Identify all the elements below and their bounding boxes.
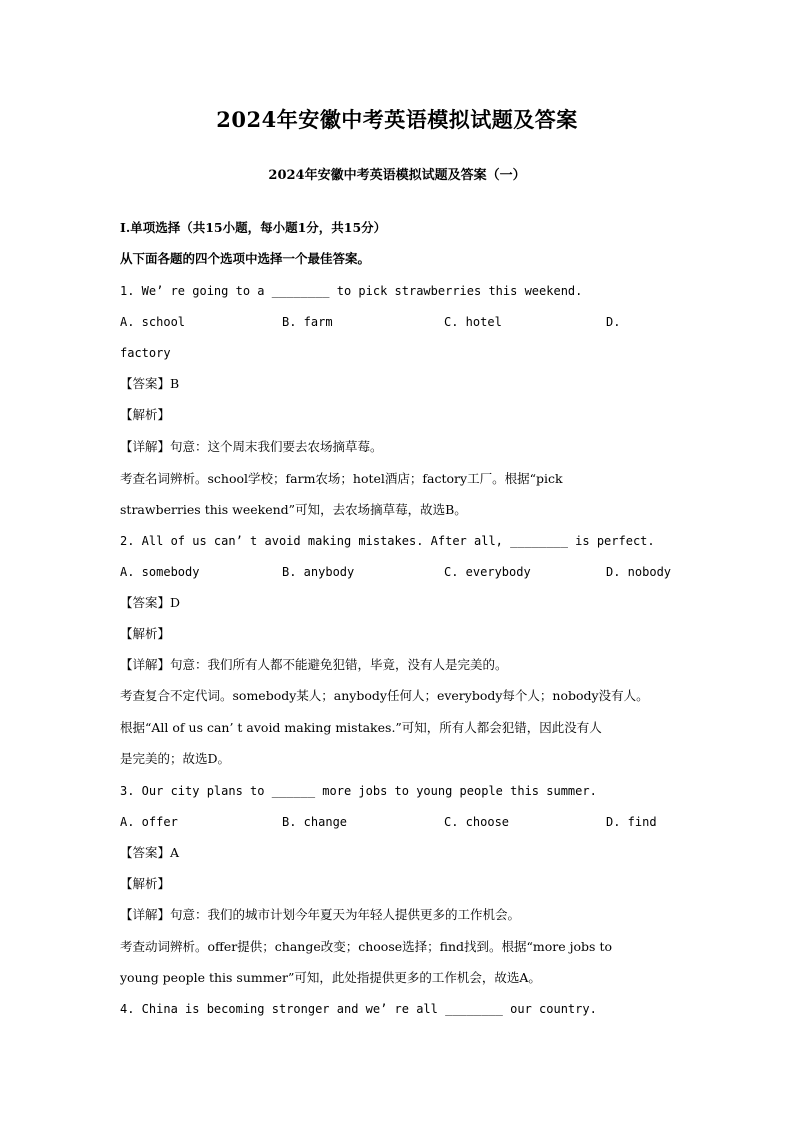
explanation-line: young people this summer”可知，此处指提供更多的工作机会，故选A。 xyxy=(120,970,541,985)
section-heading: I.单项选择（共15小题，每小题1分，共15分） xyxy=(120,220,387,235)
option-b: B. anybody xyxy=(282,565,355,579)
detail-text: 【详解】句意：我们所有人都不能避免犯错，毕竟，没有人是完美的。 xyxy=(120,657,508,672)
option-c: C. choose xyxy=(444,815,510,829)
question-stem: 3. Our city plans to ______ more jobs to young people this summer. xyxy=(120,784,597,798)
explanation-line: 是完美的；故选D。 xyxy=(120,751,231,766)
option-c: C. everybody xyxy=(444,565,531,579)
answer-label: 【答案】A xyxy=(120,845,180,860)
option-a: A. school xyxy=(120,315,186,329)
document-title: 2024年安徽中考英语模拟试题及答案 xyxy=(216,107,578,132)
question-stem: 2. All of us can’ t avoid making mistakes. After all, ________ is perfect. xyxy=(120,534,655,548)
option-d: D. xyxy=(606,315,621,329)
detail-text: 【详解】句意：这个周末我们要去农场摘草莓。 xyxy=(120,439,383,454)
answer-label: 【答案】D xyxy=(120,595,181,610)
option-b: B. farm xyxy=(282,315,333,329)
explanation-line: 考查动词辨析。offer提供；change改变；choose选择；find找到。根据“more jobs to xyxy=(120,939,612,954)
explanation-line: strawberries this weekend”可知，去农场摘草莓，故选B。 xyxy=(120,502,467,517)
explanation-line: 考查复合不定代词。somebody某人；anybody任何人；everybody每个人；nobody没有人。 xyxy=(120,688,649,703)
analysis-label: 【解析】 xyxy=(120,626,171,641)
option-c: C. hotel xyxy=(444,315,502,329)
question-stem: 1. We’ re going to a ________ to pick strawberries this weekend. xyxy=(120,284,583,298)
option-d: D. find xyxy=(606,815,657,829)
explanation-line: 根据“All of us can’ t avoid making mistakes.”可知，所有人都会犯错，因此没有人 xyxy=(120,720,602,735)
option-d: D. nobody xyxy=(606,565,672,579)
analysis-label: 【解析】 xyxy=(120,407,171,422)
option-a: A. somebody xyxy=(120,565,200,579)
analysis-label: 【解析】 xyxy=(120,876,171,891)
explanation-line: 考查名词辨析。school学校；farm农场；hotel酒店；factory工厂。根据“pick xyxy=(120,471,563,486)
answer-label: 【答案】B xyxy=(120,376,180,391)
option-a: A. offer xyxy=(120,815,178,829)
question-stem: 4. China is becoming stronger and we’ re all ________ our country. xyxy=(120,1002,597,1016)
detail-text: 【详解】句意：我们的城市计划今年夏天为年轻人提供更多的工作机会。 xyxy=(120,907,521,922)
instruction-text: 从下面各题的四个选项中选择一个最佳答案。 xyxy=(120,251,371,266)
option-d-wrap: factory xyxy=(120,346,171,360)
option-b: B. change xyxy=(282,815,348,829)
document-subtitle: 2024年安徽中考英语模拟试题及答案（一） xyxy=(268,168,526,183)
